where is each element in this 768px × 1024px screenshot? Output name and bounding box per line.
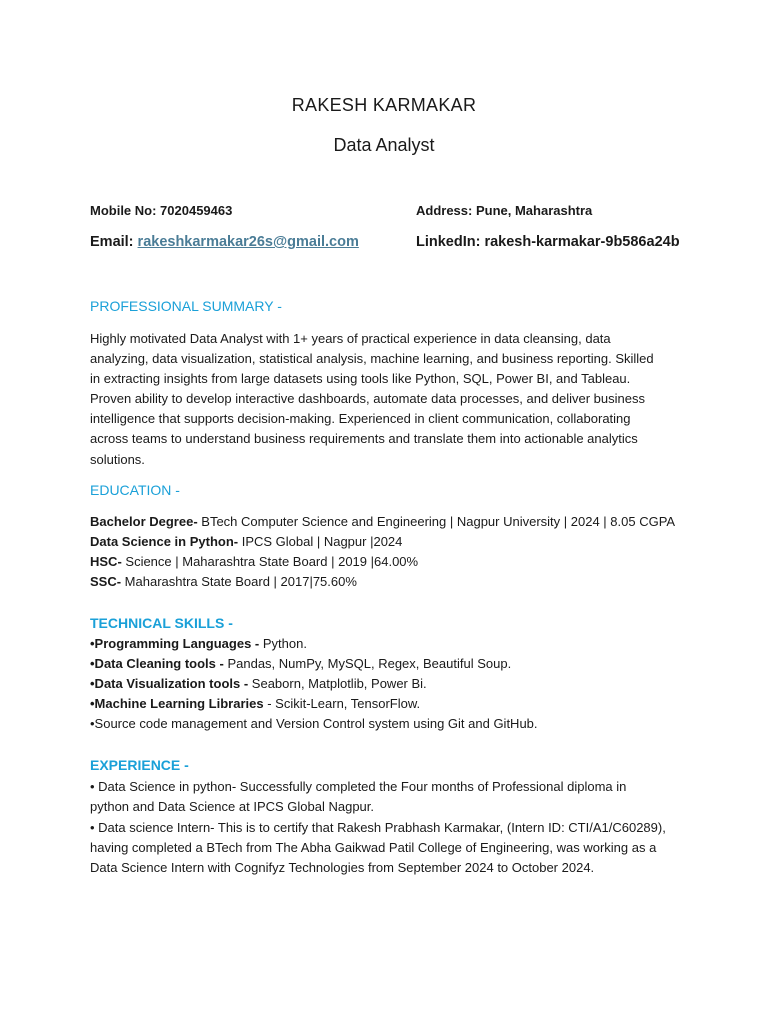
summary-heading: PROFESSIONAL SUMMARY -	[90, 298, 282, 314]
skill-label: •Data Visualization tools -	[90, 676, 252, 691]
education-label: Data Science in Python-	[90, 534, 239, 549]
skill-detail: - Scikit-Learn, TensorFlow.	[263, 696, 421, 711]
experience-line: Data Science Intern with Cognifyz Technologies from September 2024 to October 2024.	[90, 860, 595, 876]
summary-line: across teams to understand business requirements and translate them into actionable analytics	[90, 431, 638, 447]
skill-item	[90, 716, 538, 731]
candidate-role: Data Analyst	[333, 135, 435, 155]
linkedin: LinkedIn: rakesh-karmakar-9b586a24b	[416, 234, 680, 250]
education-item	[90, 514, 675, 529]
experience-item	[90, 818, 690, 878]
experience-line: • Data Science in python- Successfully completed the Four months of Professional diploma in	[90, 779, 627, 794]
experience-line: python and Data Science at IPCS Global Nagpur.	[90, 799, 375, 815]
experience-line: • Data science Intern- This is to certify that Rakesh Prabhash Karmakar, (Intern ID: CTI/A1/C60289),	[90, 820, 666, 835]
summary-line: solutions.	[90, 451, 145, 467]
skill-detail: Pandas, NumPy, MySQL, Regex, Beautiful Soup.	[227, 656, 512, 671]
skill-label: •Programming Languages -	[90, 636, 263, 651]
education-label: HSC-	[90, 554, 122, 569]
education-detail: BTech Computer Science and Engineering | Nagpur University | 2024 | 8.05 CGPA	[197, 514, 676, 529]
skill-detail: Seaborn, Matplotlib, Power Bi.	[251, 676, 427, 691]
education-detail: IPCS Global | Nagpur |2024	[238, 534, 403, 549]
experience-item	[90, 777, 690, 817]
skill-item	[90, 696, 420, 711]
skill-item	[90, 676, 427, 691]
candidate-name: RAKESH KARMAKAR	[291, 95, 477, 115]
summary-paragraph	[90, 329, 690, 470]
education-label: Bachelor Degree-	[90, 514, 198, 529]
skill-item	[90, 656, 511, 671]
email-row	[90, 234, 359, 250]
summary-line: intelligence that supports decision-making. Experienced in client communication, collaborating	[90, 411, 631, 427]
education-item	[90, 574, 357, 589]
experience-heading: EXPERIENCE -	[90, 757, 189, 773]
skill-label: •Data Cleaning tools -	[90, 656, 228, 671]
summary-line: in extracting insights from large datasets using tools like Python, SQL, Power BI, and Tableau.	[90, 371, 631, 387]
experience-line: having completed a BTech from The Abha Gaikwad Patil College of Engineering, was working as a	[90, 840, 657, 856]
skill-detail: Python.	[262, 636, 307, 651]
summary-line: analyzing, data visualization, statistical analysis, machine learning, and business reporting. Skilled	[90, 351, 654, 367]
email-link[interactable]: rakeshkarmakar26s@gmail.com	[137, 234, 359, 250]
skill-label: •Machine Learning Libraries	[90, 696, 264, 711]
address: Address: Pune, Maharashtra	[416, 203, 593, 218]
skill-item	[90, 636, 307, 651]
summary-line: Proven ability to develop interactive dashboards, automate data processes, and deliver business	[90, 391, 645, 407]
summary-line: Highly motivated Data Analyst with 1+ years of practical experience in data cleansing, data	[90, 331, 611, 346]
education-heading: EDUCATION -	[90, 482, 180, 498]
education-detail: Science | Maharashtra State Board | 2019 |64.00%	[121, 554, 419, 569]
skill-detail: •Source code management and Version Control system using Git and GitHub.	[90, 716, 538, 731]
education-item	[90, 534, 402, 549]
skills-heading: TECHNICAL SKILLS -	[90, 615, 233, 631]
education-label: SSC-	[90, 574, 122, 589]
mobile-number: Mobile No: 7020459463	[90, 203, 233, 218]
education-detail: Maharashtra State Board | 2017|75.60%	[121, 574, 357, 589]
education-item	[90, 554, 418, 569]
email-label: Email:	[90, 234, 134, 250]
